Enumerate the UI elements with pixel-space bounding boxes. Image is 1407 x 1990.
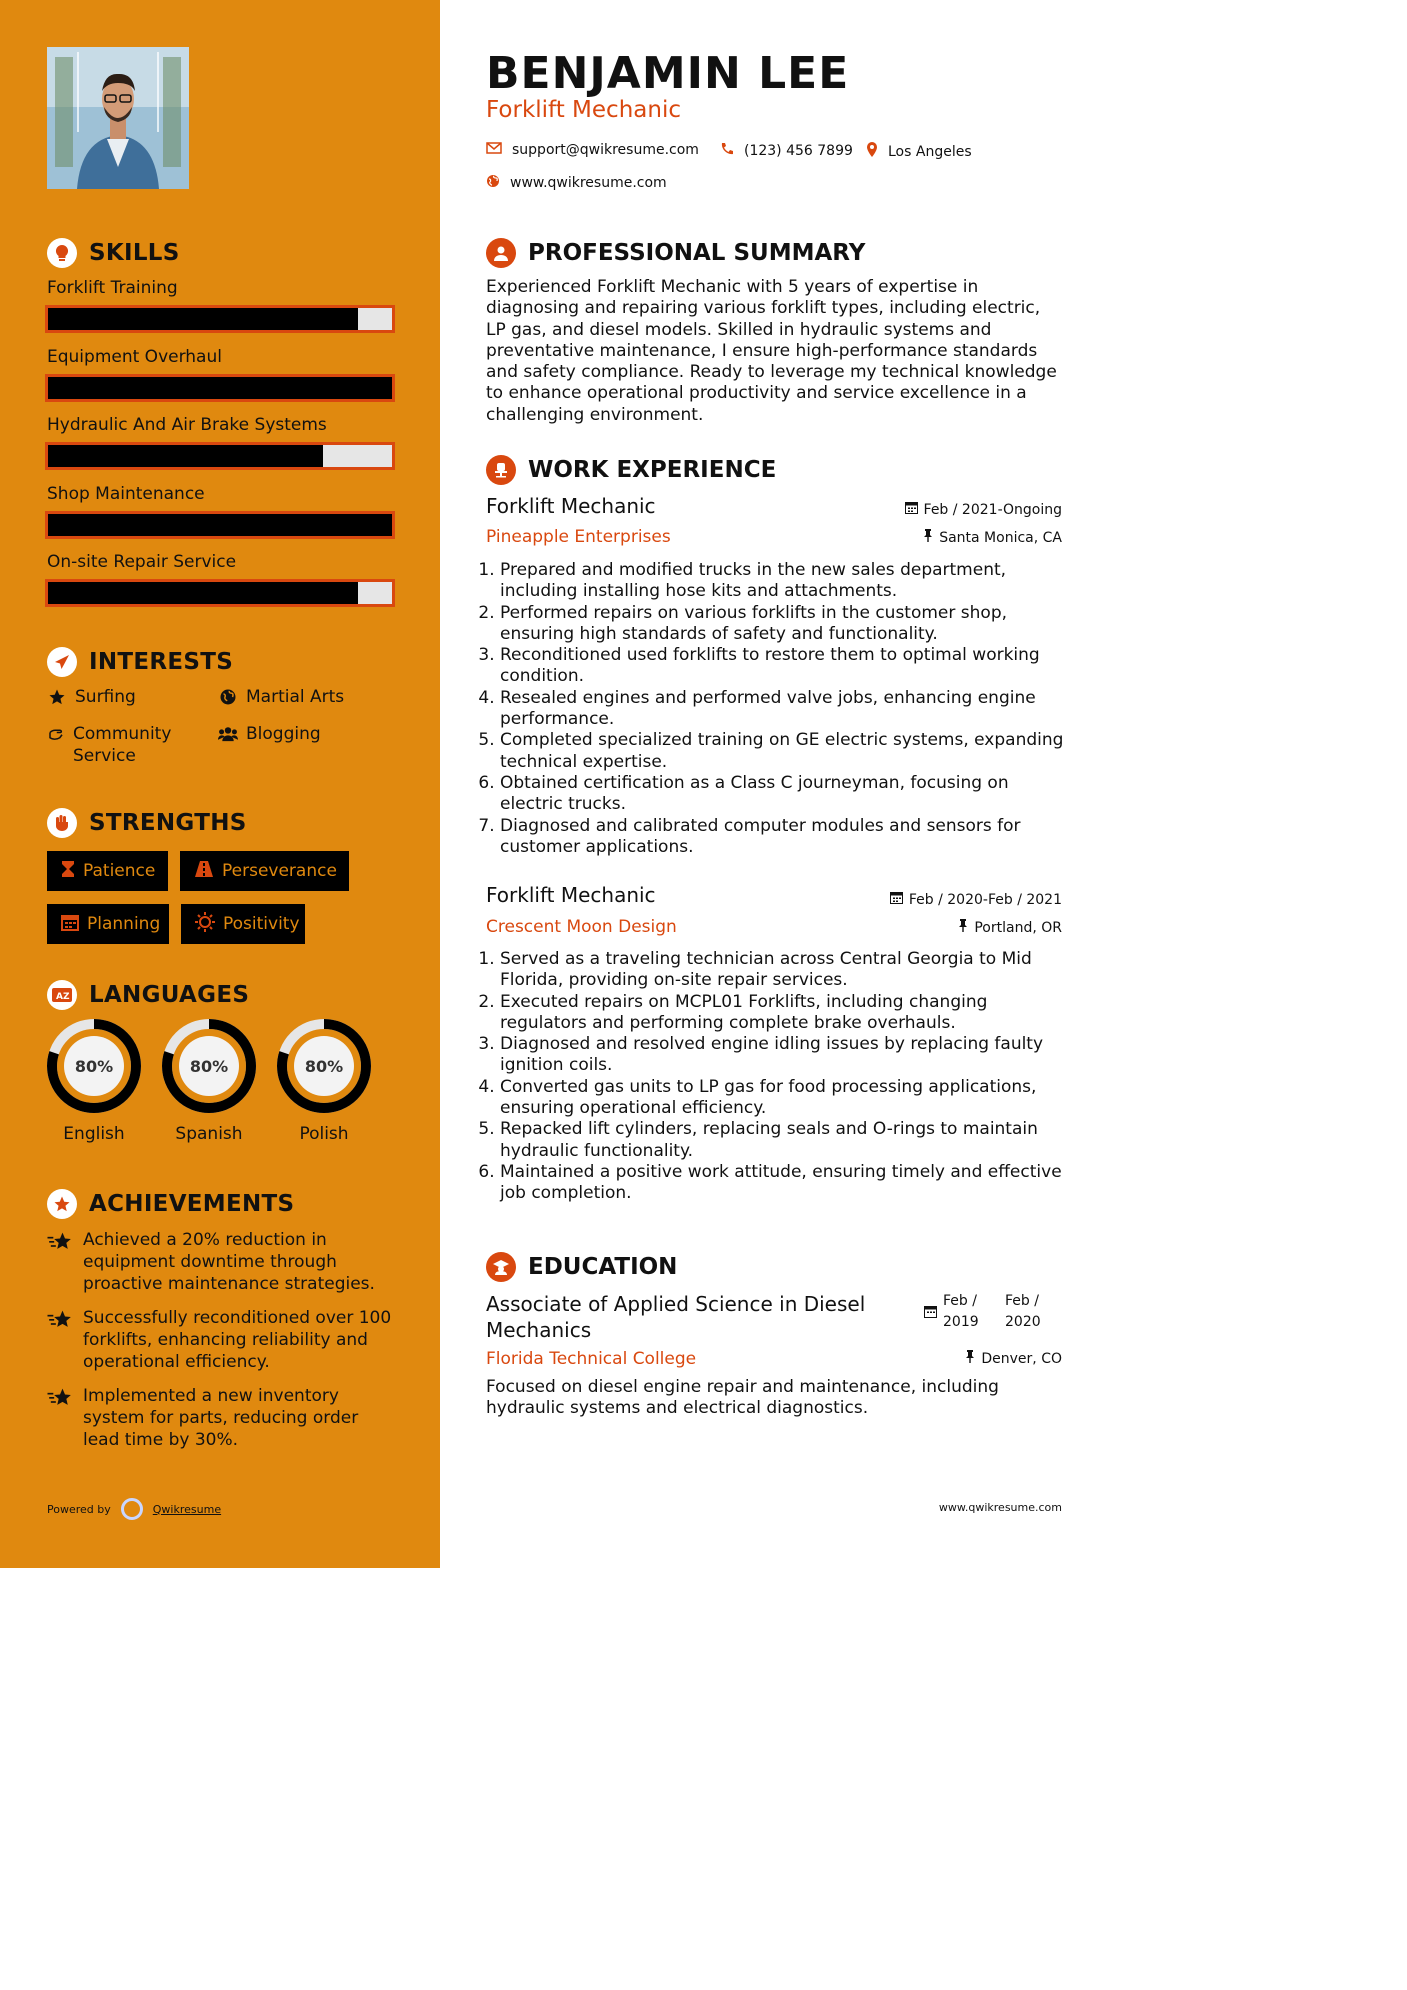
skill-bar	[45, 511, 395, 539]
star-icon	[47, 1385, 73, 1451]
language-label: English	[63, 1124, 125, 1144]
experience-heading: WORK EXPERIENCE	[486, 455, 776, 485]
job-title: Forklift Mechanic	[486, 494, 656, 518]
languages-heading: A Z LANGUAGES	[47, 980, 249, 1010]
strength-badge: Positivity	[181, 904, 305, 944]
duty-item: 2. Performed repairs on various forklifts in the customer shop, ensuring high standards of safety and functionality.	[500, 603, 1068, 646]
sun-icon	[195, 912, 215, 937]
star-icon	[47, 1307, 73, 1373]
envelope-icon	[486, 142, 502, 158]
skill-label: Forklift Training	[47, 278, 178, 298]
interests-heading: INTERESTS	[47, 647, 233, 677]
contact-email[interactable]: support@qwikresume.com	[486, 142, 699, 158]
users-icon	[218, 723, 238, 745]
strength-badge: Perseverance	[180, 851, 349, 891]
skill-bar	[45, 442, 395, 470]
job-duties	[500, 949, 1068, 1205]
contact-phone[interactable]: (123) 456 7899	[720, 142, 853, 160]
skill-bar	[45, 579, 395, 607]
school-name: Florida Technical College	[486, 1349, 697, 1369]
language-gauge	[46, 1018, 142, 1144]
candidate-name: BENJAMIN LEE	[486, 48, 850, 99]
globe-icon	[486, 174, 500, 192]
language-percent: 80%	[189, 1056, 229, 1076]
powered-by: Powered by Qwikresume	[47, 1498, 221, 1520]
skill-label: Hydraulic And Air Brake Systems	[47, 415, 327, 435]
duty-item: 7. Diagnosed and calibrated computer modules and sensors for customer applications.	[500, 816, 1068, 859]
footer-website[interactable]: www.qwikresume.com	[938, 1501, 1062, 1514]
language-label: Polish	[299, 1124, 349, 1144]
skill-label: Shop Maintenance	[47, 484, 205, 504]
hourglass-icon	[61, 860, 75, 883]
interest-item: Martial Arts	[218, 686, 344, 708]
calendar-icon	[905, 501, 918, 518]
education-description: Focused on diesel engine repair and maintenance, including hydraulic systems and electrical diagnostics.	[486, 1377, 999, 1419]
calendar-icon	[890, 891, 903, 908]
duty-item: 1. Served as a traveling technician across Central Georgia to Mid Florida, providing on-site repair services.	[500, 949, 1068, 992]
degree-title: Associate of Applied Science in Diesel Mechanics	[486, 1292, 866, 1342]
pushpin-icon	[923, 529, 933, 546]
interest-item: Community Service	[47, 723, 207, 767]
svg-text:Z: Z	[63, 992, 70, 1002]
svg-text:A: A	[56, 992, 63, 1002]
profile-photo	[47, 47, 189, 189]
achievement-item: Implemented a new inventory system for parts, reducing order lead time by 30%.	[47, 1385, 397, 1451]
job-location: Portland, OR	[958, 919, 1062, 936]
duty-item: 5. Completed specialized training on GE electric systems, expanding technical expertise.	[500, 730, 1068, 773]
pushpin-icon	[965, 1350, 975, 1367]
language-label: Spanish	[175, 1124, 243, 1144]
graduate-icon	[486, 1252, 516, 1282]
summary-text: Experienced Forklift Mechanic with 5 years of expertise in diagnosing and repairing various forklift types, including electric, LP gas, and diesel models. Skilled in hydraulic systems and preventative maintenance, I ensure high-performance standards and safety compliance. Ready to leverage my technical knowledge to enhance operational productivity and service excellence in a challenging environment.	[486, 277, 1057, 425]
duty-item: 1. Prepared and modified trucks in the new sales department, including installing hose kits and attachments.	[500, 560, 1068, 603]
lightbulb-icon	[47, 238, 77, 268]
strength-badge: Planning	[47, 904, 169, 944]
company-name: Crescent Moon Design	[486, 917, 677, 937]
education-heading: EDUCATION	[486, 1252, 677, 1282]
education-end: Feb / 2020	[1005, 1293, 1041, 1330]
skill-label: On-site Repair Service	[47, 552, 237, 572]
job-location: Santa Monica, CA	[923, 529, 1062, 546]
achievement-item: Achieved a 20% reduction in equipment downtime through proactive maintenance strategies.	[47, 1229, 397, 1295]
office-chair-icon	[486, 455, 516, 485]
strength-badge: Patience	[47, 851, 168, 891]
map-pin-icon	[866, 142, 878, 161]
skill-label: Equipment Overhaul	[47, 347, 222, 367]
achievements-heading: ACHIEVEMENTS	[47, 1189, 294, 1219]
contact-website[interactable]: www.qwikresume.com	[486, 174, 667, 192]
trophy-icon	[47, 1189, 77, 1219]
language-percent: 80%	[74, 1056, 114, 1076]
language-gauge	[276, 1018, 372, 1144]
interest-item: Surfing	[47, 686, 136, 708]
star-icon	[47, 686, 67, 708]
qwikresume-link[interactable]: Qwikresume	[152, 1502, 222, 1516]
skills-heading: SKILLS	[47, 238, 180, 268]
job-dates: Feb / 2020-Feb / 2021	[890, 891, 1062, 908]
language-percent: 80%	[304, 1056, 344, 1076]
summary-heading: PROFESSIONAL SUMMARY	[486, 238, 865, 268]
strengths-heading: STRENGTHS	[47, 808, 247, 838]
skill-bar	[45, 374, 395, 402]
job-duties	[500, 560, 1068, 858]
paper-plane-icon	[47, 647, 77, 677]
duty-item: 6. Obtained certification as a Class C journeyman, focusing on electric trucks.	[500, 773, 1068, 816]
pushpin-icon	[958, 919, 968, 936]
job-dates: Feb / 2021-Ongoing	[905, 501, 1062, 518]
user-icon	[486, 238, 516, 268]
job-title: Forklift Mechanic	[486, 883, 656, 907]
duty-item: 3. Reconditioned used forklifts to restore them to optimal working condition.	[500, 645, 1068, 688]
hand-icon	[47, 723, 65, 745]
duty-item: 2. Executed repairs on MCPL01 Forklifts, including changing regulators and performing complete brake overhauls.	[500, 992, 1068, 1035]
sidebar	[0, 0, 440, 1568]
contact-location: Los Angeles	[866, 142, 972, 161]
road-icon	[194, 860, 214, 883]
education-start: Feb / 2019	[924, 1291, 987, 1333]
phone-icon	[720, 142, 734, 160]
star-icon	[47, 1229, 73, 1295]
education-location: Denver, CO	[965, 1350, 1062, 1367]
qwikresume-logo-icon	[121, 1498, 143, 1520]
skill-bar	[45, 305, 395, 333]
duty-item: 3. Diagnosed and resolved engine idling issues by replacing faulty ignition coils.	[500, 1034, 1068, 1077]
candidate-title: Forklift Mechanic	[486, 97, 681, 123]
interest-item: Blogging	[218, 723, 321, 745]
duty-item: 4. Resealed engines and performed valve jobs, enhancing engine performance.	[500, 688, 1068, 731]
calendar-icon	[61, 913, 79, 936]
language-gauge	[161, 1018, 257, 1144]
globe-icon	[218, 686, 238, 708]
duty-item: 4. Converted gas units to LP gas for food processing applications, ensuring operational efficiency.	[500, 1077, 1068, 1120]
language-icon	[47, 980, 77, 1010]
fist-icon	[47, 808, 77, 838]
duty-item: 6. Maintained a positive work attitude, ensuring timely and effective job completion.	[500, 1162, 1068, 1205]
company-name: Pineapple Enterprises	[486, 527, 671, 547]
duty-item: 5. Repacked lift cylinders, replacing seals and O-rings to maintain hydraulic functionality.	[500, 1119, 1068, 1162]
achievement-item: Successfully reconditioned over 100 forklifts, enhancing reliability and operational efficiency.	[47, 1307, 397, 1373]
calendar-icon	[924, 1291, 937, 1333]
